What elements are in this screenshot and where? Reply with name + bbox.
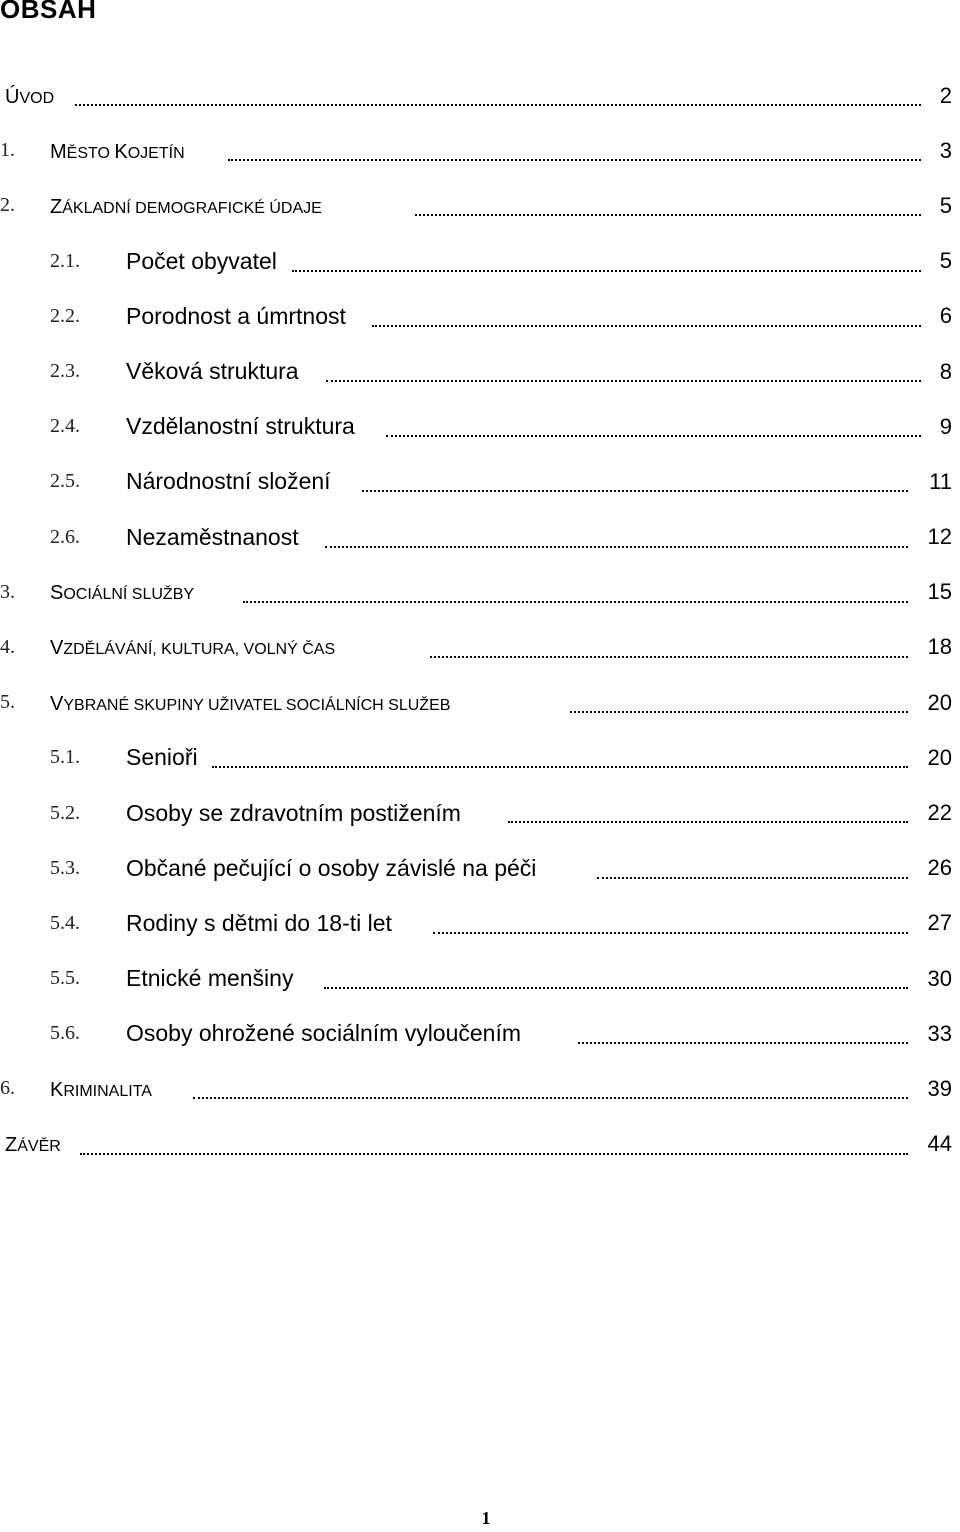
toc-entry-page: 11 <box>929 468 952 494</box>
toc-entry-page: 5 <box>939 248 952 274</box>
toc-entry-page: 3 <box>939 137 952 163</box>
toc-subentry[interactable] <box>0 510 960 565</box>
toc-dot-leader <box>193 1097 908 1099</box>
toc-entry-number: 2. <box>0 194 15 217</box>
toc-label-part: K <box>50 1078 64 1101</box>
toc-entry-label: Věková struktura <box>126 358 299 385</box>
toc-label-part: ĚSTO <box>66 144 115 162</box>
toc-dot-leader <box>415 214 921 216</box>
toc-entry-number: 5.4. <box>50 911 80 934</box>
toc-entry[interactable] <box>0 123 960 178</box>
toc-entry[interactable] <box>0 620 960 675</box>
toc-entry[interactable] <box>0 565 960 620</box>
toc-label-part: V <box>50 637 64 660</box>
toc-label-part: V <box>50 692 64 715</box>
toc-entry-label: Nezaměstnanost <box>126 523 299 550</box>
toc-entry-page: 27 <box>927 910 952 936</box>
page-number: 1 <box>481 1508 491 1528</box>
toc-entry-page: 6 <box>939 303 952 329</box>
toc-entry[interactable] <box>0 675 960 730</box>
toc-entry-page: 8 <box>939 358 952 384</box>
toc-entry-page: 39 <box>927 1075 952 1101</box>
toc-dot-leader <box>430 656 908 658</box>
toc-entry[interactable] <box>0 1061 960 1116</box>
toc-entry-label: Senioři <box>126 744 198 771</box>
toc-entry-label: Porodnost a úmrtnost <box>126 302 346 329</box>
toc-subentry[interactable] <box>0 454 960 509</box>
toc-label-part: Z <box>50 195 63 218</box>
toc-subentry[interactable] <box>0 344 960 399</box>
toc-entry-page: 30 <box>927 965 952 991</box>
toc-entry-number: 5.2. <box>50 801 80 824</box>
toc-entry-number: 5.1. <box>50 746 80 769</box>
toc-entry-label: Národnostní složení <box>126 468 331 495</box>
toc-dot-leader <box>508 821 908 823</box>
toc-entry[interactable] <box>0 1117 960 1172</box>
toc-subentry[interactable] <box>0 399 960 454</box>
toc-label-part: VOD <box>19 89 55 107</box>
toc-entry-label: Osoby ohrožené sociálním vyloučením <box>126 1020 522 1047</box>
table-of-contents <box>0 68 960 1172</box>
toc-entry-number: 4. <box>0 635 15 658</box>
toc-label-part: OCIÁLNÍ SLUŽBY <box>63 586 195 604</box>
toc-subentry[interactable] <box>0 841 960 896</box>
toc-entry-number: 6. <box>0 1077 15 1100</box>
toc-entry-number: 3. <box>0 580 15 603</box>
toc-entry-page: 33 <box>927 1020 952 1046</box>
toc-entry-label: Občané pečující o osoby závislé na péči <box>126 854 537 881</box>
toc-dot-leader <box>324 987 908 989</box>
toc-label-part: ÁVĚR <box>17 1138 61 1156</box>
toc-title: OBSAH <box>0 0 97 24</box>
toc-entry-page: 22 <box>927 800 952 826</box>
toc-subentry[interactable] <box>0 896 960 951</box>
toc-entry-label <box>5 83 54 109</box>
toc-entry-page: 20 <box>927 744 952 770</box>
toc-dot-leader <box>578 1042 908 1044</box>
toc-dot-leader <box>325 546 908 548</box>
toc-entry-label <box>5 1131 61 1157</box>
toc-dot-leader <box>326 380 921 382</box>
toc-entry-label: Vzdělanostní struktura <box>126 413 355 440</box>
toc-subentry[interactable] <box>0 289 960 344</box>
toc-entry-number: 2.2. <box>50 304 80 327</box>
toc-dot-leader <box>570 711 908 713</box>
toc-subentry[interactable] <box>0 234 960 289</box>
toc-entry-page: 9 <box>939 413 952 439</box>
toc-entry-label <box>50 690 450 716</box>
toc-dot-leader <box>372 325 921 327</box>
toc-label-part: S <box>50 582 64 605</box>
toc-entry-page: 20 <box>927 689 952 715</box>
toc-entry-page: 12 <box>927 524 952 550</box>
toc-entry-label <box>50 634 335 660</box>
toc-entry[interactable] <box>0 68 960 123</box>
toc-dot-leader <box>75 104 921 106</box>
toc-entry-label <box>50 1076 152 1102</box>
toc-entry-number: 2.6. <box>50 525 80 548</box>
toc-entry-label: Etnické menšiny <box>126 965 294 992</box>
toc-dot-leader <box>292 270 921 272</box>
toc-label-part: ZDĚLÁVÁNÍ, KULTURA, VOLNÝ ČAS <box>63 641 336 659</box>
toc-entry-label: Osoby se zdravotním postižením <box>126 799 461 826</box>
toc-label-part: RIMINALITA <box>63 1082 152 1100</box>
toc-entry-page: 44 <box>927 1131 952 1157</box>
toc-entry-label: Počet obyvatel <box>126 247 277 274</box>
toc-entry-number: 1. <box>0 139 15 162</box>
toc-subentry[interactable] <box>0 785 960 840</box>
toc-label-part: ÁKLADNÍ DEMOGRAFICKÉ ÚDAJE <box>62 199 322 217</box>
toc-entry-page: 15 <box>927 579 952 605</box>
toc-entry-number: 2.5. <box>50 470 80 493</box>
toc-entry-label <box>50 138 185 164</box>
toc-entry-page: 5 <box>939 192 952 218</box>
toc-entry-page: 26 <box>927 855 952 881</box>
toc-label-part: Ú <box>5 85 20 108</box>
toc-subentry[interactable] <box>0 1006 960 1061</box>
toc-entry-number: 2.3. <box>50 360 80 383</box>
toc-dot-leader <box>433 932 908 934</box>
toc-entry-number: 5.5. <box>50 967 80 990</box>
toc-label-part: Z <box>5 1134 18 1157</box>
toc-dot-leader <box>597 877 908 879</box>
toc-dot-leader <box>80 1153 908 1155</box>
toc-entry-number: 5.6. <box>50 1022 80 1045</box>
toc-label-part: OJETÍN <box>127 144 185 162</box>
toc-entry-page: 18 <box>927 634 952 660</box>
toc-entry-number: 2.1. <box>50 249 80 272</box>
toc-label-part: K <box>114 140 128 163</box>
toc-entry-label: Rodiny s dětmi do 18-ti let <box>126 909 392 936</box>
toc-subentry[interactable] <box>0 730 960 785</box>
toc-entry-label <box>50 579 194 605</box>
toc-entry-number: 5. <box>0 691 15 714</box>
toc-entry-label <box>50 193 322 219</box>
toc-dot-leader <box>228 159 921 161</box>
toc-label-part: YBRANÉ SKUPINY UŽIVATEL SOCIÁLNÍCH SLUŽEB <box>63 696 451 714</box>
toc-entry-number: 5.3. <box>50 856 80 879</box>
toc-subentry[interactable] <box>0 951 960 1006</box>
toc-label-part: M <box>50 140 67 163</box>
toc-dot-leader <box>212 766 908 768</box>
toc-dot-leader <box>362 490 908 492</box>
toc-dot-leader <box>243 601 908 603</box>
toc-entry[interactable] <box>0 178 960 233</box>
toc-entry-page: 2 <box>939 82 952 108</box>
toc-entry-number: 2.4. <box>50 415 80 438</box>
toc-dot-leader <box>386 435 921 437</box>
